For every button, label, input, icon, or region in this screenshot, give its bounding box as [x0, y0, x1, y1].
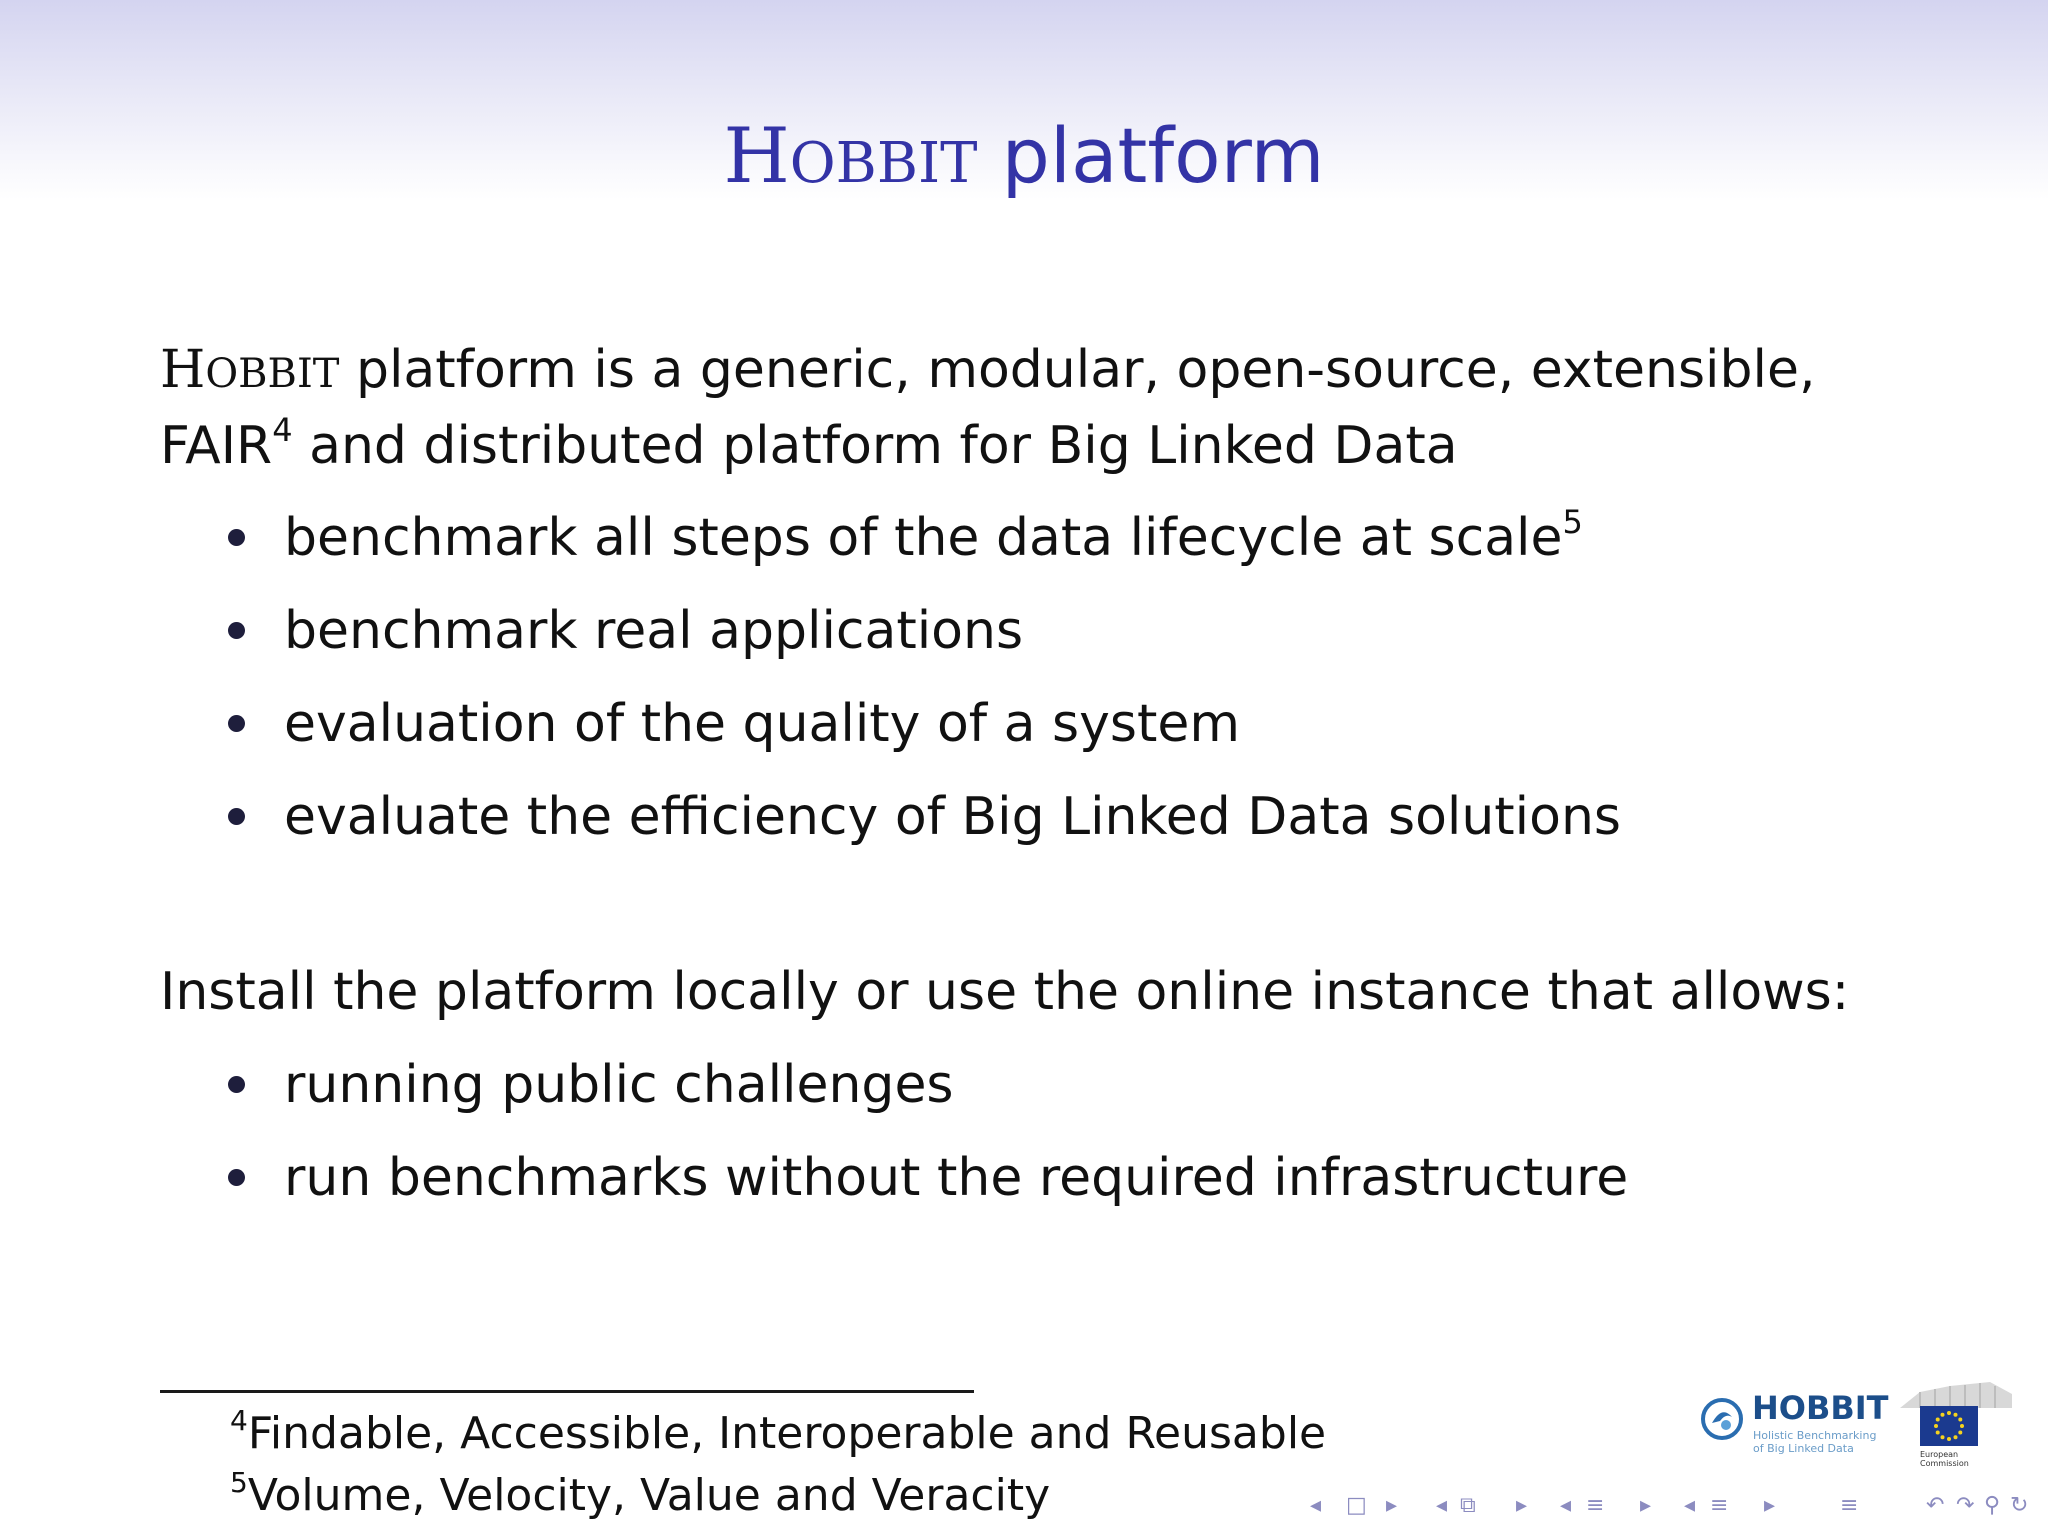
hobbit-logo-icon [1700, 1397, 1744, 1441]
intro-line-2 [160, 408, 1458, 484]
eu-flag-icon [1920, 1406, 1978, 1446]
footnote-mark: 4 [230, 1404, 248, 1437]
list-item [222, 678, 1621, 771]
nav-frame-prev-icon[interactable]: ◂ [1310, 1493, 1322, 1518]
footnote-ref-5[interactable]: 5 [1562, 503, 1583, 541]
intro-line-1-text: platform is a generic, modular, open-source, extensible, [339, 340, 1816, 400]
european-commission-logo [1890, 1380, 2022, 1470]
intro-smallcaps-rest: OBBIT [205, 351, 340, 397]
nav-subsection-icon[interactable]: ⧉ [1460, 1493, 1476, 1518]
hobbit-logo-word: HOBBIT [1752, 1389, 1889, 1427]
bullet-dot-icon [228, 1076, 245, 1093]
nav-search-icon[interactable]: ⚲ [1984, 1493, 2001, 1518]
footnote-mark: 5 [230, 1466, 248, 1499]
bullet-dot-icon [228, 808, 245, 825]
footnote-text: Volume, Velocity, Value and Veracity [247, 1470, 1051, 1521]
footnote-4 [230, 1404, 1326, 1464]
nav-part-prev-icon[interactable]: ◂ [1684, 1493, 1696, 1518]
ec-label [1920, 1450, 1980, 1468]
bullet-dot-icon [228, 622, 245, 639]
nav-subsection-prev-icon[interactable]: ◂ [1436, 1493, 1448, 1518]
install-text: Install the platform locally or use the online instance that allows: [160, 962, 1850, 1022]
bullet-text: evaluate the efficiency of Big Linked Data solutions [284, 787, 1621, 847]
nav-subsection-next-icon[interactable]: ▸ [1516, 1493, 1528, 1518]
bullet-list-instance [222, 1039, 1628, 1225]
bullet-text: benchmark all steps of the data lifecycle at scale [284, 508, 1563, 568]
nav-frame-next-icon[interactable]: ▸ [1386, 1493, 1398, 1518]
list-item [222, 492, 1621, 585]
list-item [222, 1132, 1628, 1225]
nav-frame-icon[interactable]: □ [1346, 1493, 1367, 1518]
title-rest: platform [977, 111, 1325, 200]
bullet-dot-icon [228, 715, 245, 732]
hobbit-logo-subtitle: of Big Linked Data [1753, 1442, 1854, 1455]
eu-stars-icon [1920, 1406, 1978, 1446]
nav-part-icon[interactable]: ≡ [1710, 1493, 1729, 1518]
intro-smallcaps-initial: H [160, 340, 206, 400]
bullet-text: run benchmarks without the required infrastructure [284, 1148, 1629, 1208]
hobbit-logo-subtitle: Holistic Benchmarking [1753, 1429, 1877, 1442]
bullet-dot-icon [228, 1169, 245, 1186]
footnote-divider [160, 1390, 974, 1393]
slide-title [0, 108, 2048, 212]
nav-toc-icon[interactable]: ≡ [1840, 1493, 1859, 1518]
bullet-list-features [222, 492, 1621, 864]
list-item [222, 1039, 1628, 1132]
nav-section-next-icon[interactable]: ▸ [1640, 1493, 1652, 1518]
nav-part-next-icon[interactable]: ▸ [1764, 1493, 1776, 1518]
bullet-text: evaluation of the quality of a system [284, 694, 1241, 754]
footnote-text: Findable, Accessible, Interoperable and Reusable [247, 1408, 1327, 1459]
title-smallcaps-rest: OBBIT [789, 131, 978, 196]
intro-line-2-text: and distributed platform for Big Linked Data [292, 416, 1458, 476]
nav-forward-icon[interactable]: ↷ [1956, 1493, 1975, 1518]
nav-back-icon[interactable]: ↶ [1926, 1493, 1945, 1518]
ec-label-line: Commission [1920, 1459, 1969, 1468]
footnote-ref-4[interactable]: 4 [272, 411, 293, 449]
ec-label-line: European [1920, 1450, 1959, 1459]
title-smallcaps-initial: H [723, 111, 790, 200]
list-item [222, 771, 1621, 864]
bullet-text: benchmark real applications [284, 601, 1024, 661]
nav-section-icon[interactable]: ≡ [1586, 1493, 1605, 1518]
nav-refresh-icon[interactable]: ↻ [2010, 1493, 2029, 1518]
list-item [222, 585, 1621, 678]
bullet-text: running public challenges [284, 1055, 954, 1115]
nav-section-prev-icon[interactable]: ◂ [1560, 1493, 1572, 1518]
intro-fair: FAIR [160, 416, 273, 476]
hobbit-logo [1700, 1389, 1889, 1459]
footnote-5 [230, 1466, 1050, 1526]
bullet-dot-icon [228, 529, 245, 546]
intro-line-1 [160, 332, 1815, 412]
